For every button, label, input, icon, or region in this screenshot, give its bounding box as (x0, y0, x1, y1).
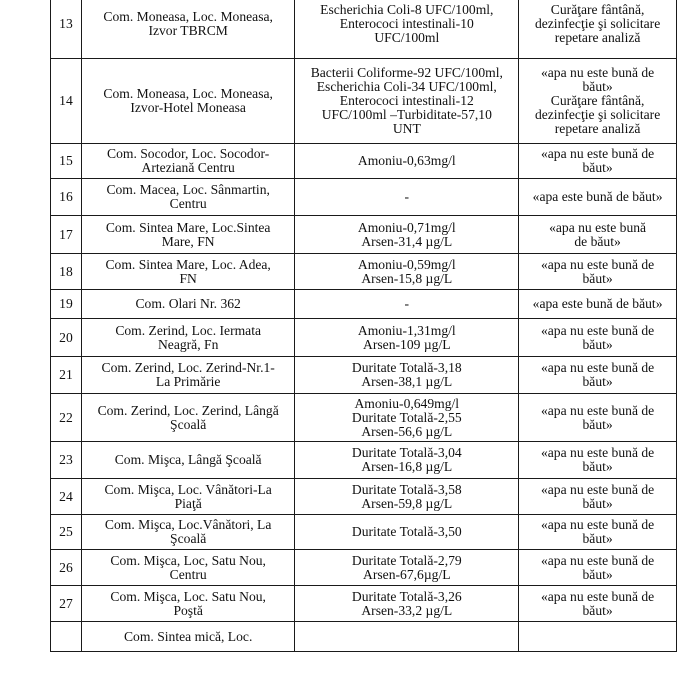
location-cell-line: Com. Mişca, Loc.Vânători, La (104, 517, 272, 532)
row-number: 22 (51, 394, 82, 442)
result-cell-line: Arsen-56,6 µg/L (361, 423, 453, 439)
row-number: 16 (51, 179, 82, 216)
result-cell (295, 479, 519, 515)
result-cell-line: Duritate Totală-3,04 (351, 445, 462, 460)
result-cell-line: Amoniu-1,31mg/l (357, 322, 456, 338)
table-row (51, 622, 677, 652)
result-cell-line: Duritate Totală-2,79 (351, 552, 462, 568)
conclusion-cell-line: «apa nu este bună de (540, 517, 655, 532)
conclusion-cell-line: băut» (582, 416, 613, 432)
row-number: 17 (51, 216, 82, 254)
location-cell (81, 622, 294, 652)
location-cell-line: Com. Socodor, Loc. Socodor- (107, 146, 270, 161)
table-body (51, 0, 677, 652)
location-cell-line: Şcoală (170, 531, 207, 546)
result-cell-line: UNT (392, 121, 421, 136)
result-cell (295, 0, 519, 59)
water-analysis-table (50, 0, 677, 652)
row-number: 25 (51, 515, 82, 550)
conclusion-cell-line: «apa este bună de băut» (532, 189, 663, 204)
location-cell-line: Arteziană Centru (141, 160, 235, 175)
conclusion-cell-line: repetare analiză (554, 29, 641, 45)
conclusion-cell-line: «apa nu este bună de (540, 322, 655, 338)
conclusion-cell-line: băut» (582, 566, 613, 582)
result-cell-line: Duritate Totală-3,26 (351, 588, 462, 604)
table-row (51, 550, 677, 586)
row-number: 23 (51, 442, 82, 479)
result-cell (295, 254, 519, 290)
result-cell-line: Arsen-38,1 µg/L (361, 374, 453, 389)
location-cell-line: Centru (169, 566, 207, 582)
location-cell (81, 216, 294, 254)
location-cell (81, 254, 294, 290)
row-number: 24 (51, 479, 82, 515)
conclusion-cell (519, 179, 677, 216)
result-cell-line: Escherichia Coli-8 UFC/100ml, (320, 1, 494, 17)
row-number: 19 (51, 290, 82, 319)
result-cell-line: Escherichia Coli-34 UFC/100ml, (316, 79, 497, 94)
location-cell-line: Com. Zerind, Loc. Zerind-Nr.1- (101, 360, 275, 375)
conclusion-cell (519, 394, 677, 442)
conclusion-cell-line: băut» (582, 270, 613, 286)
location-cell (81, 319, 294, 357)
location-cell-line: Com. Moneasa, Loc. Moneasa, (103, 86, 273, 101)
table-row (51, 59, 677, 144)
conclusion-cell (519, 290, 677, 319)
location-cell-line: Com. Zerind, Loc. Iermata (115, 322, 262, 338)
location-cell (81, 479, 294, 515)
conclusion-cell (519, 550, 677, 586)
result-cell (295, 216, 519, 254)
location-cell-line: Izvor TBRCM (148, 22, 228, 38)
result-cell-line: Amoniu-0,649mg/l (354, 395, 460, 411)
result-cell-line: Duritate Totală-2,55 (351, 409, 462, 425)
row-number: 26 (51, 550, 82, 586)
conclusion-cell (519, 479, 677, 515)
row-number: 27 (51, 586, 82, 622)
conclusion-cell-line: băut» (582, 336, 613, 352)
table-row (51, 442, 677, 479)
location-cell-line: FN (179, 270, 197, 286)
result-cell (295, 394, 519, 442)
location-cell (81, 550, 294, 586)
result-cell-line: Amoniu-0,59mg/l (357, 256, 456, 272)
result-cell (295, 290, 519, 319)
result-cell-line: UFC/100ml –Turbiditate-57,10 (321, 107, 492, 122)
conclusion-cell (519, 622, 677, 652)
table-row (51, 515, 677, 550)
result-cell-line: Arsen-16,8 µg/L (361, 459, 453, 474)
row-number: 13 (51, 0, 82, 59)
location-cell (81, 144, 294, 179)
result-cell-line: Enterococi intestinali-12 (339, 93, 474, 108)
table-row (51, 216, 677, 254)
conclusion-cell-line: «apa nu este bună de (540, 146, 655, 161)
result-cell-line: Duritate Totală-3,50 (351, 524, 462, 539)
result-cell-line: Enterococi intestinali-10 (339, 15, 474, 31)
table-row (51, 319, 677, 357)
conclusion-cell-line: de băut» (574, 233, 621, 249)
conclusion-cell (519, 515, 677, 550)
conclusion-cell-line: băut» (582, 459, 613, 474)
conclusion-cell-line: «apa nu este bună (549, 219, 647, 235)
row-number: 21 (51, 357, 82, 394)
row-number: 14 (51, 59, 82, 144)
location-cell-line: Com. Moneasa, Loc. Moneasa, (103, 8, 273, 24)
location-cell-line: Com. Sintea mică, Loc. (123, 628, 253, 644)
row-number (51, 622, 82, 652)
conclusion-cell-line: «apa nu este bună de (540, 552, 655, 568)
result-cell-line: Arsen-33,2 µg/L (361, 602, 453, 618)
location-cell-line: Com. Olari Nr. 362 (135, 296, 241, 311)
location-cell-line: Com. Mişca, Lângă Şcoală (114, 452, 262, 467)
conclusion-cell (519, 357, 677, 394)
result-cell-line: Amoniu-0,71mg/l (357, 219, 456, 235)
result-cell (295, 357, 519, 394)
conclusion-cell-line: dezinfecţie şi solicitare (534, 107, 661, 122)
result-cell-line: Arsen-31,4 µg/L (361, 233, 453, 249)
result-cell (295, 586, 519, 622)
result-cell-line: - (404, 189, 410, 204)
location-cell (81, 179, 294, 216)
conclusion-cell-line: «apa nu este bună de (540, 402, 655, 418)
location-cell (81, 0, 294, 59)
conclusion-cell-line: «apa nu este bună de (540, 588, 655, 604)
table-row (51, 144, 677, 179)
conclusion-cell-line: dezinfecţie şi solicitare (534, 15, 661, 31)
conclusion-cell-line: băut» (582, 160, 613, 175)
table-row (51, 394, 677, 442)
result-cell-line: - (404, 296, 410, 311)
conclusion-cell-line: repetare analiză (554, 121, 641, 136)
conclusion-cell-line: băut» (582, 79, 613, 94)
row-number: 20 (51, 319, 82, 357)
result-cell (295, 144, 519, 179)
table-row (51, 254, 677, 290)
conclusion-cell (519, 586, 677, 622)
result-cell (295, 319, 519, 357)
location-cell-line: Com. Zerind, Loc. Zerind, Lângă (97, 402, 279, 418)
conclusion-cell-line: băut» (582, 531, 613, 546)
conclusion-cell-line: «apa nu este bună de (540, 65, 655, 80)
conclusion-cell-line: «apa este bună de băut» (532, 296, 663, 311)
conclusion-cell-line: băut» (582, 374, 613, 389)
conclusion-cell (519, 144, 677, 179)
conclusion-cell (519, 254, 677, 290)
row-number: 18 (51, 254, 82, 290)
location-cell (81, 394, 294, 442)
result-cell-line: Arsen-67,6µg/L (363, 566, 451, 582)
conclusion-cell-line: băut» (582, 495, 613, 511)
table-row (51, 479, 677, 515)
table-row (51, 290, 677, 319)
location-cell-line: Com. Mişca, Loc. Vânători-La (104, 481, 272, 497)
table-row (51, 179, 677, 216)
result-cell (295, 179, 519, 216)
conclusion-cell-line: Curăţare fântână, (550, 1, 645, 17)
table-row (51, 0, 677, 59)
location-cell-line: Com. Mişca, Loc. Satu Nou, (110, 588, 266, 604)
conclusion-cell (519, 0, 677, 59)
conclusion-cell (519, 59, 677, 144)
result-cell-line: Duritate Totală-3,58 (351, 481, 462, 497)
location-cell-line: Com. Sintea Mare, Loc. Adea, (105, 256, 271, 272)
location-cell (81, 586, 294, 622)
result-cell (295, 622, 519, 652)
location-cell (81, 357, 294, 394)
result-cell (295, 442, 519, 479)
location-cell-line: Şcoală (170, 416, 207, 432)
location-cell-line: La Primărie (155, 374, 221, 389)
location-cell-line: Com. Sintea Mare, Loc.Sintea (105, 219, 271, 235)
row-number: 15 (51, 144, 82, 179)
location-cell (81, 59, 294, 144)
result-cell (295, 550, 519, 586)
result-cell-line: Amoniu-0,63mg/l (357, 153, 456, 168)
location-cell (81, 515, 294, 550)
table-row (51, 586, 677, 622)
result-cell-line: Arsen-109 µg/L (363, 336, 451, 352)
location-cell-line: Poştă (173, 602, 203, 618)
conclusion-cell (519, 442, 677, 479)
conclusion-cell-line: băut» (582, 602, 613, 618)
result-cell (295, 515, 519, 550)
location-cell (81, 290, 294, 319)
conclusion-cell-line: «apa nu este bună de (540, 481, 655, 497)
table-row (51, 357, 677, 394)
result-cell-line: Arsen-15,8 µg/L (361, 270, 453, 286)
location-cell-line: Neagră, Fn (157, 336, 219, 352)
result-cell-line: Arsen-59,8 µg/L (361, 495, 453, 511)
conclusion-cell-line: Curăţare fântână, (550, 93, 645, 108)
conclusion-cell (519, 319, 677, 357)
conclusion-cell-line: «apa nu este bună de (540, 360, 655, 375)
result-cell-line: Duritate Totală-3,18 (351, 360, 462, 375)
result-cell (295, 59, 519, 144)
conclusion-cell (519, 216, 677, 254)
location-cell-line: Com. Macea, Loc. Sânmartin, (106, 182, 270, 197)
location-cell-line: Izvor-Hotel Moneasa (130, 100, 246, 115)
location-cell-line: Com. Mişca, Loc, Satu Nou, (110, 552, 266, 568)
location-cell-line: Mare, FN (161, 233, 215, 249)
conclusion-cell-line: «apa nu este bună de (540, 256, 655, 272)
conclusion-cell-line: «apa nu este bună de (540, 445, 655, 460)
location-cell (81, 442, 294, 479)
result-cell-line: UFC/100ml (374, 29, 440, 45)
location-cell-line: Piaţă (174, 495, 202, 511)
result-cell-line: Bacterii Coliforme-92 UFC/100ml, (310, 65, 503, 80)
location-cell-line: Centru (169, 196, 207, 211)
